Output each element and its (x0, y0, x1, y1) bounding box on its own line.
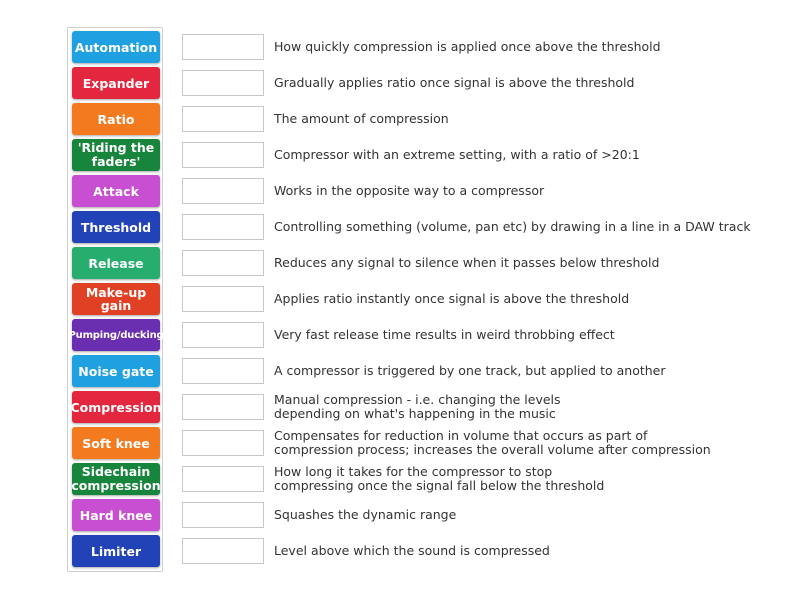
term-tile[interactable]: Sidechain compression (71, 464, 161, 493)
answer-drop-box[interactable] (182, 322, 264, 348)
term-tile[interactable]: Hard knee (72, 499, 160, 531)
definition-text: Compressor with an extreme setting, with a ratio of >20:1 (274, 147, 640, 162)
definition-text: How quickly compression is applied once above the threshold (274, 39, 661, 54)
tile-bank (67, 27, 163, 572)
term-tile[interactable]: Noise gate (72, 355, 160, 387)
definition-text: A compressor is triggered by one track, but applied to another (274, 363, 666, 378)
answer-drop-box[interactable] (182, 286, 264, 312)
definition-text: Squashes the dynamic range (274, 507, 457, 522)
definition-text: The amount of compression (274, 111, 449, 126)
term-tile[interactable]: Make-up gain (72, 283, 160, 315)
definition-text: How long it takes for the compressor to stop compressing once the signal fall below the threshold (274, 464, 605, 493)
answer-drop-box[interactable] (182, 178, 264, 204)
term-tile[interactable]: Attack (72, 175, 160, 207)
term-tile[interactable]: Compression (72, 391, 160, 423)
answer-drop-box[interactable] (182, 358, 264, 384)
term-tile[interactable]: Limiter (72, 535, 160, 567)
answer-drop-box[interactable] (182, 70, 264, 96)
definition-text: Manual compression - i.e. changing the levels depending on what's happening in the music (274, 392, 561, 421)
term-tile[interactable]: Automation (72, 31, 160, 63)
term-tile[interactable]: Pumping/ducking (72, 319, 160, 351)
term-tile[interactable]: 'Riding the faders' (72, 139, 160, 171)
definition-text: Gradually applies ratio once signal is above the threshold (274, 75, 635, 90)
answer-drop-box[interactable] (182, 502, 264, 528)
definition-text: Very fast release time results in weird throbbing effect (274, 327, 615, 342)
answer-drop-box[interactable] (182, 466, 264, 492)
term-tile[interactable]: Soft knee (72, 427, 160, 459)
answer-drop-box[interactable] (182, 106, 264, 132)
definition-text: Compensates for reduction in volume that occurs as part of compression process; increases the overall volume after compression (274, 428, 711, 457)
term-tile[interactable]: Release (72, 247, 160, 279)
answer-drop-box[interactable] (182, 214, 264, 240)
definition-text: Applies ratio instantly once signal is above the threshold (274, 291, 630, 306)
term-tile[interactable]: Threshold (72, 211, 160, 243)
definition-text: Works in the opposite way to a compressor (274, 183, 545, 198)
definition-text: Level above which the sound is compressed (274, 543, 550, 558)
term-tile[interactable]: Expander (72, 67, 160, 99)
definition-text: Controlling something (volume, pan etc) by drawing in a line in a DAW track (274, 219, 751, 234)
answer-drop-box[interactable] (182, 394, 264, 420)
answer-drop-box[interactable] (182, 430, 264, 456)
answer-drop-box[interactable] (182, 538, 264, 564)
answer-drop-box[interactable] (182, 250, 264, 276)
term-tile[interactable]: Ratio (72, 103, 160, 135)
answer-drop-box[interactable] (182, 34, 264, 60)
answer-drop-box[interactable] (182, 142, 264, 168)
definition-text: Reduces any signal to silence when it passes below threshold (274, 255, 660, 270)
